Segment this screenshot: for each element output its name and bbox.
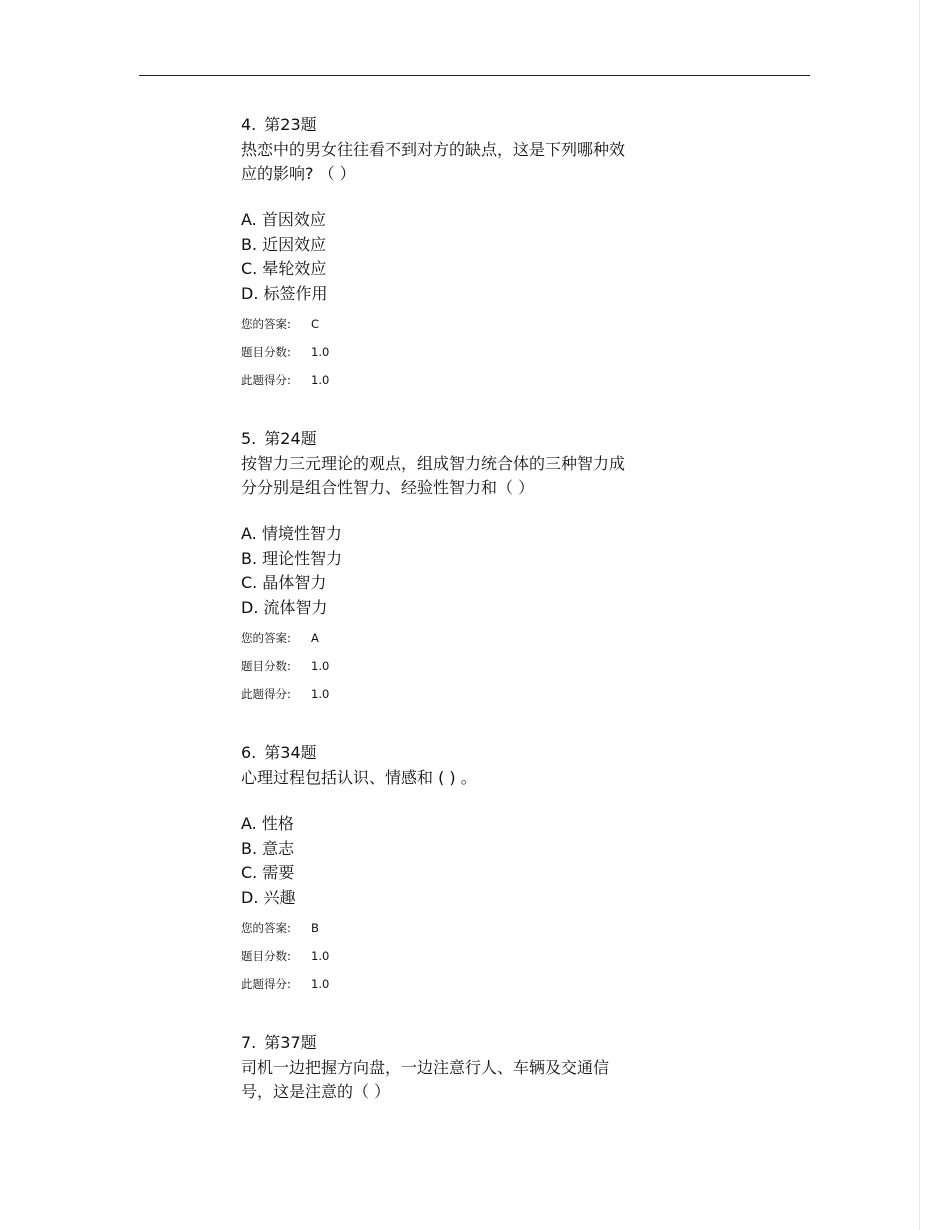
question-stem-line: 分分别是组合性智力、经验性智力和（ ）	[241, 478, 535, 497]
question-number: 5.	[241, 429, 257, 448]
question-stem-line: 按智力三元理论的观点，组成智力统合体的三种智力成	[241, 454, 626, 473]
question-stem-line: 心理过程包括认识、情感和 ( ) 。	[241, 768, 477, 787]
earned-score-label: 此题得分:	[241, 373, 291, 387]
your-answer-row	[241, 624, 681, 652]
question-stem-line: 热恋中的男女往往看不到对方的缺点，这是下列哪种效	[241, 140, 626, 159]
question-number: 6.	[241, 743, 257, 762]
question-item	[241, 426, 681, 708]
page-edge	[919, 0, 920, 1230]
question-stem-line: 司机一边把握方向盘，一边注意行人、车辆及交通信	[241, 1058, 610, 1077]
question-title: 第23题	[264, 115, 317, 134]
question-stem	[241, 138, 681, 186]
earned-score-value: 1.0	[311, 977, 330, 991]
question-title: 第24题	[264, 429, 317, 448]
your-answer-value: B	[311, 921, 319, 935]
option-c: C. 晕轮效应	[241, 259, 327, 278]
earned-score-value: 1.0	[311, 373, 330, 387]
question-item	[241, 112, 681, 394]
option-d: D. 标签作用	[241, 283, 328, 303]
header-rule	[139, 75, 810, 76]
question-stem	[241, 1056, 681, 1104]
option-list	[241, 522, 681, 620]
option-a: A. 性格	[241, 814, 294, 833]
earned-score-row	[241, 680, 681, 708]
your-answer-label: 您的答案:	[241, 317, 291, 331]
question-score-value: 1.0	[311, 345, 330, 359]
question-title: 第37题	[264, 1033, 317, 1052]
question-list	[241, 112, 681, 1136]
earned-score-row	[241, 366, 681, 394]
earned-score-row	[241, 970, 681, 998]
earned-score-label: 此题得分:	[241, 977, 291, 991]
question-heading	[241, 426, 681, 452]
question-stem-line: 号，这是注意的（ ）	[241, 1082, 391, 1101]
option-a: A. 首因效应	[241, 210, 326, 229]
question-score-label: 题目分数:	[241, 345, 291, 359]
question-score-row	[241, 942, 681, 970]
earned-score-value: 1.0	[311, 687, 330, 701]
your-answer-value: A	[311, 631, 319, 645]
question-stem-line: 应的影响? （ ）	[241, 164, 356, 183]
question-stem	[241, 452, 681, 500]
question-item	[241, 740, 681, 998]
option-b: B. 近因效应	[241, 234, 327, 254]
option-c: C. 晶体智力	[241, 573, 327, 592]
question-title: 第34题	[264, 743, 317, 762]
question-score-row	[241, 652, 681, 680]
option-list	[241, 812, 681, 910]
question-score-label: 题目分数:	[241, 949, 291, 963]
question-stem	[241, 766, 681, 790]
your-answer-value: C	[311, 317, 320, 331]
option-list	[241, 208, 681, 306]
option-c: C. 需要	[241, 863, 295, 882]
question-heading	[241, 740, 681, 766]
question-heading	[241, 112, 681, 138]
option-d: D. 流体智力	[241, 597, 328, 617]
question-number: 4.	[241, 115, 257, 134]
your-answer-row	[241, 310, 681, 338]
question-score-row	[241, 338, 681, 366]
question-score-value: 1.0	[311, 659, 330, 673]
question-score-value: 1.0	[311, 949, 330, 963]
your-answer-row	[241, 914, 681, 942]
question-heading	[241, 1030, 681, 1056]
question-number: 7.	[241, 1033, 257, 1052]
your-answer-label: 您的答案:	[241, 631, 291, 645]
question-score-label: 题目分数:	[241, 659, 291, 673]
option-b: B. 意志	[241, 838, 295, 858]
option-a: A. 情境性智力	[241, 524, 342, 543]
option-b: B. 理论性智力	[241, 548, 343, 568]
earned-score-label: 此题得分:	[241, 687, 291, 701]
question-item	[241, 1030, 681, 1104]
option-d: D. 兴趣	[241, 887, 296, 907]
your-answer-label: 您的答案:	[241, 921, 291, 935]
